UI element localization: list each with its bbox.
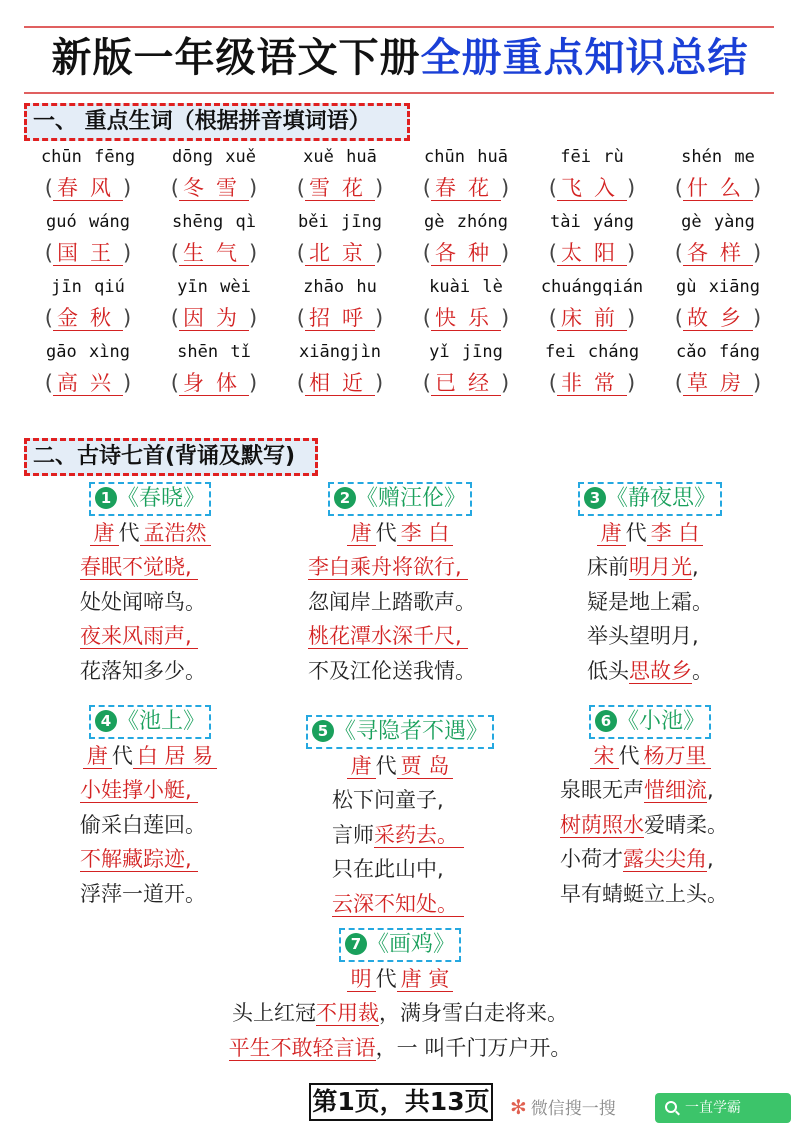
poem-xunyinzhe — [290, 715, 510, 921]
vocab-word: 春花 — [431, 176, 501, 201]
poem-line: 小荷才露尖尖角, — [560, 847, 714, 872]
dynasty: 唐 — [83, 744, 112, 769]
vocab-answer: ( 什么) — [674, 176, 762, 200]
vocab-word: 金秋 — [53, 306, 123, 331]
vocab-answer: ( 草房) — [674, 371, 762, 395]
vocab-word: 已经 — [431, 371, 501, 396]
author-name: 唐 寅 — [397, 967, 454, 992]
vocab-answer: ( 生气) — [170, 241, 258, 265]
dai: 代 — [375, 754, 397, 778]
poem-line: 夜来风雨声, — [80, 619, 230, 654]
vocab-item — [654, 144, 782, 206]
vocab-answer: ( 各种) — [422, 241, 510, 265]
vocab-answer: ( 相近) — [296, 371, 384, 395]
vocab-item — [24, 274, 152, 336]
vocab-answer: ( 国王) — [44, 241, 132, 265]
author-name: 白 居 易 — [133, 744, 217, 769]
dynasty: 宋 — [590, 744, 619, 769]
vocab-item — [276, 144, 404, 206]
poem-huaji — [200, 928, 600, 1065]
pinyin: xuě huā — [303, 147, 377, 167]
vocab-word: 各样 — [683, 241, 753, 266]
vocab-word: 草房 — [683, 371, 753, 396]
poem-title-text: 《寻隐者不遇》 — [333, 719, 488, 744]
dai: 代 — [625, 521, 647, 545]
pinyin: gè yàng — [681, 212, 755, 232]
poem-xiaochi — [545, 705, 755, 911]
number-badge: 2 — [334, 487, 356, 509]
title-part1: 新版一年级语文下册 — [51, 35, 421, 81]
poem-title-text: 《静夜思》 — [605, 486, 716, 511]
pinyin: fei cháng — [544, 342, 640, 362]
poem-line: 春眠不觉晓, — [80, 550, 230, 585]
star-icon: ✻ — [510, 1095, 527, 1119]
search-button[interactable] — [655, 1093, 791, 1123]
vocab-answer: ( 北京) — [296, 241, 384, 265]
dynasty: 唐 — [597, 521, 626, 546]
number-badge: 1 — [95, 487, 117, 509]
page-number: 第1页，共13页 — [309, 1083, 493, 1121]
vocab-item — [276, 209, 404, 271]
pinyin: dōng xuě — [172, 147, 256, 167]
vocab-row — [24, 339, 784, 404]
vocab-word: 招呼 — [305, 306, 375, 331]
poem-line: 树荫照水爱晴柔。 — [560, 812, 728, 837]
pinyin: chūn huā — [424, 147, 508, 167]
vocab-item — [150, 339, 278, 401]
vocab-word: 身体 — [179, 371, 249, 396]
watermark-text: 微信搜一搜 — [530, 1099, 616, 1119]
vocab-word: 高兴 — [53, 371, 123, 396]
vocab-grid — [24, 144, 784, 404]
poem-chunxiao — [70, 482, 230, 688]
poem-line: 浮萍一道开。 — [80, 881, 206, 906]
poem-zengwanglun — [290, 482, 510, 688]
dai: 代 — [375, 521, 397, 545]
vocab-item — [528, 209, 656, 271]
poem-line: 松下问童子, — [332, 788, 444, 812]
poem-line: 李白乘舟将欲行, — [308, 550, 510, 585]
poem-line: 不解藏踪迹, — [80, 842, 230, 877]
vocab-answer: ( 春花) — [422, 176, 510, 200]
pinyin: jīn qiú — [51, 277, 125, 297]
vocab-item — [654, 274, 782, 336]
poem-line: 低头思故乡。 — [587, 658, 713, 683]
vocab-word: 冬雪 — [179, 176, 249, 201]
vocab-word: 生气 — [179, 241, 249, 266]
pinyin: gāo xìng — [46, 342, 130, 362]
pinyin: xiāngjìn — [299, 342, 381, 362]
vocab-word: 飞入 — [557, 176, 627, 201]
top-rule — [24, 26, 774, 28]
poem-line: 泉眼无声惜细流, — [560, 778, 714, 802]
dai: 代 — [111, 744, 133, 768]
vocab-item — [654, 209, 782, 271]
dai: 代 — [118, 521, 140, 545]
poem-author — [70, 739, 230, 773]
vocab-word: 床前 — [557, 306, 627, 331]
author-name: 李 白 — [647, 521, 704, 546]
vocab-answer: ( 故乡) — [674, 306, 762, 330]
poem-title-text: 《赠汪伦》 — [355, 486, 466, 511]
vocab-word: 什么 — [683, 176, 753, 201]
vocab-item — [24, 339, 152, 401]
dynasty: 唐 — [347, 754, 376, 779]
search-label: 一直学霸 — [685, 1100, 741, 1116]
vocab-answer: ( 冬雪) — [170, 176, 258, 200]
vocab-word: 各种 — [431, 241, 501, 266]
poem-line: 疑是地上霜。 — [587, 589, 713, 614]
vocab-answer: ( 身体) — [170, 371, 258, 395]
vocab-row — [24, 144, 784, 209]
vocab-item — [402, 209, 530, 271]
pinyin: fēi rù — [560, 147, 624, 167]
poem-line: 偷采白莲回。 — [80, 812, 206, 837]
pinyin: gè zhóng — [424, 212, 508, 232]
vocab-item — [402, 274, 530, 336]
poem-line: 云深不知处。 — [332, 887, 510, 922]
vocab-word: 故乡 — [683, 306, 753, 331]
vocab-item — [528, 339, 656, 401]
vocab-answer: ( 因为) — [170, 306, 258, 330]
section2-heading: 二、古诗七首(背诵及默写) — [24, 438, 318, 476]
vocab-answer: ( 金秋) — [44, 306, 132, 330]
poem-title — [89, 482, 211, 516]
vocab-item — [150, 209, 278, 271]
vocab-item — [150, 274, 278, 336]
title-part2: 全册重点知识总结 — [420, 35, 749, 81]
number-badge: 6 — [595, 710, 617, 732]
poem-line: 只在此山中, — [332, 857, 444, 882]
dai: 代 — [618, 744, 640, 768]
vocab-item — [150, 144, 278, 206]
author-name: 李 白 — [397, 521, 454, 546]
vocab-item — [528, 144, 656, 206]
pinyin: guó wáng — [46, 212, 130, 232]
poem-author — [565, 516, 735, 550]
vocab-word: 春风 — [53, 176, 123, 201]
poem-title-text: 《小池》 — [616, 709, 705, 734]
section1-heading: 一、 重点生词（根据拼音填词语） — [24, 103, 410, 141]
author-name: 杨万里 — [640, 744, 711, 769]
page-title — [0, 30, 800, 86]
author-name: 孟浩然 — [140, 521, 211, 546]
pinyin: yǐ jīng — [429, 342, 503, 362]
vocab-word: 相近 — [305, 371, 375, 396]
dynasty: 唐 — [347, 521, 376, 546]
vocab-item — [654, 339, 782, 401]
vocab-answer: ( 飞入) — [548, 176, 636, 200]
poem-title — [306, 715, 494, 749]
pinyin: zhāo hu — [303, 277, 377, 297]
number-badge: 5 — [312, 720, 334, 742]
poem-title-text: 《春晓》 — [116, 486, 205, 511]
dynasty: 明 — [347, 967, 376, 992]
poem-title — [578, 482, 722, 516]
pinyin: kuài lè — [429, 277, 503, 297]
title-rule — [24, 92, 774, 94]
vocab-answer: ( 高兴) — [44, 371, 132, 395]
poem-line: 头上红冠不用裁，满身雪白走将来。 — [232, 1001, 568, 1025]
poem-line: 平生不敢轻言语，一 叫千门万户开。 — [228, 1035, 572, 1060]
poem-line: 桃花潭水深千尺, — [308, 619, 510, 654]
vocab-item — [276, 339, 404, 401]
vocab-word: 太阳 — [557, 241, 627, 266]
vocab-word: 北京 — [305, 241, 375, 266]
poem-line: 早有蜻蜓立上头。 — [560, 881, 728, 906]
vocab-answer: ( 快乐) — [422, 306, 510, 330]
search-icon — [665, 1101, 677, 1113]
poem-jingyesi — [565, 482, 735, 688]
pinyin: shēn tǐ — [177, 342, 251, 362]
pinyin: chuángqián — [540, 277, 644, 297]
poem-line: 忽闻岸上踏歌声。 — [308, 589, 476, 614]
pinyin: cǎo fáng — [676, 342, 760, 362]
pinyin: chūn fēng — [40, 147, 136, 167]
vocab-answer: ( 春风) — [44, 176, 132, 200]
vocab-row — [24, 209, 784, 274]
number-badge: 7 — [345, 933, 367, 955]
pinyin: yīn wèi — [177, 277, 251, 297]
dai: 代 — [375, 967, 397, 991]
vocab-answer: ( 床前) — [548, 306, 636, 330]
pinyin: tài yáng — [550, 212, 634, 232]
vocab-item — [402, 339, 530, 401]
number-badge: 4 — [95, 710, 117, 732]
poem-line: 不及江伦送我情。 — [308, 658, 476, 683]
poem-author — [200, 962, 600, 996]
poem-title — [328, 482, 472, 516]
author-name: 贾 岛 — [397, 754, 454, 779]
poem-title — [339, 928, 461, 962]
vocab-answer: ( 雪花) — [296, 176, 384, 200]
pinyin: běi jīng — [298, 212, 382, 232]
vocab-item — [276, 274, 404, 336]
number-badge: 3 — [584, 487, 606, 509]
vocab-answer: ( 非常) — [548, 371, 636, 395]
poem-line: 言师采药去。 — [332, 818, 510, 853]
poem-author — [290, 749, 510, 783]
poem-line: 床前明月光, — [587, 555, 699, 579]
vocab-answer: ( 招呼) — [296, 306, 384, 330]
vocab-answer: ( 太阳) — [548, 241, 636, 265]
vocab-item — [24, 209, 152, 271]
vocab-item — [24, 144, 152, 206]
vocab-row — [24, 274, 784, 339]
poem-title — [589, 705, 711, 739]
poem-line: 花落知多少。 — [80, 658, 206, 683]
poem-line: 处处闻啼鸟。 — [80, 589, 206, 614]
pinyin: shén me — [681, 147, 755, 167]
vocab-word: 非常 — [557, 371, 627, 396]
poem-title-text: 《池上》 — [116, 709, 205, 734]
poem-line: 小娃撑小艇, — [80, 773, 230, 808]
poem-author — [290, 516, 510, 550]
pinyin: gù xiāng — [676, 277, 760, 297]
watermark — [510, 1088, 650, 1126]
vocab-word: 雪花 — [305, 176, 375, 201]
pinyin: shēng qì — [172, 212, 256, 232]
poem-chishang — [70, 705, 230, 911]
dynasty: 唐 — [90, 521, 119, 546]
vocab-word: 快乐 — [431, 306, 501, 331]
vocab-answer: ( 已经) — [422, 371, 510, 395]
vocab-answer: ( 各样) — [674, 241, 762, 265]
poem-author — [545, 739, 755, 773]
poem-author — [70, 516, 230, 550]
vocab-item — [402, 144, 530, 206]
vocab-item — [528, 274, 656, 336]
poem-title-text: 《画鸡》 — [366, 932, 455, 957]
vocab-word: 国王 — [53, 241, 123, 266]
poem-title — [89, 705, 211, 739]
vocab-word: 因为 — [179, 306, 249, 331]
poem-line: 举头望明月, — [587, 624, 699, 649]
